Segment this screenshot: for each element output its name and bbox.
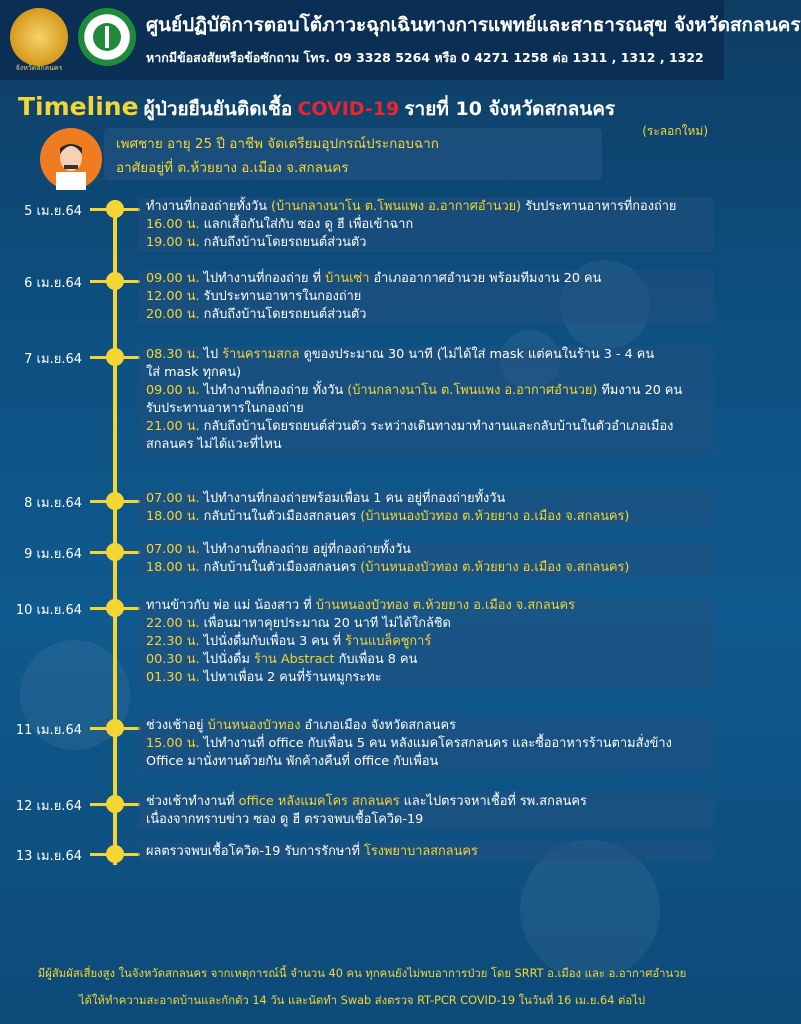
entry-date: 13 เม.ย.64 <box>15 849 82 864</box>
timeline-entry <box>138 346 714 454</box>
highlight-text: (บ้านหนองบัวทอง ต.ห้วยยาง อ.เมือง จ.สกลนคร) <box>360 560 630 575</box>
entry-line <box>138 753 714 771</box>
entry-line <box>138 216 714 234</box>
entry-line <box>138 418 714 436</box>
entry-text: ไปหาเพื่อน 2 คนที่ร้านหมูกระทะ <box>199 670 382 685</box>
entry-line <box>138 382 714 400</box>
entry-text: ช่วงเช้าทำงานที่ <box>146 794 239 809</box>
timeline-dot <box>106 543 124 561</box>
entry-text: กับเพื่อน 8 คน <box>334 652 418 667</box>
entry-date: 5 เม.ย.64 <box>24 204 82 219</box>
timeline-entry <box>138 843 714 861</box>
entry-text: กลับถึงบ้านโดยรถยนต์ส่วนตัว <box>199 235 367 250</box>
highlight-text: ร้านครามสกล <box>222 347 300 362</box>
highlight-text: 22.30 น. <box>146 634 200 649</box>
entry-date: 9 เม.ย.64 <box>24 547 82 562</box>
entry-line <box>138 270 714 288</box>
entry-text: ไปทำงานที่กองถ่าย อยู่ที่กองถ่ายทั้งวัน <box>199 542 411 557</box>
title-part1: ผู้ป่วยยืนยันติดเชื้อ <box>143 98 293 120</box>
entry-text: ไปทำงานที่ office กับเพื่อน 5 คน หลังแมคโครสกลนคร และซื้ออาหารร้านตามสั่งข้าง <box>199 736 672 751</box>
entry-text: กลับถึงบ้านโดยรถยนต์ส่วนตัว <box>199 307 367 322</box>
wave-label: (ระลอกใหม่) <box>642 124 708 138</box>
timeline-entry <box>138 793 714 829</box>
entry-line <box>138 234 714 252</box>
entry-text: ไปทำงานที่กองถ่าย ทั้งวัน <box>199 383 348 398</box>
footer-line1: มีผู้สัมผัสเสี่ยงสูง ในจังหวัดสกลนคร จากเหตุการณ์นี้ จำนวน 40 คน ทุกคนยังไม่พบอาการป่วย โดย SRRT อ.เมือง และ อ.อากาศอำนวย <box>37 967 687 980</box>
timeline-dot <box>106 492 124 510</box>
entry-text: ดูของประมาณ 30 นาที (ไม่ได้ใส่ mask แต่คนในร้าน 3 - 4 คน <box>299 347 655 362</box>
entry-line <box>138 843 714 861</box>
ministry-health-logo <box>78 8 136 66</box>
entry-text: อำเภออากาศอำนวย พร้อมทีมงาน 20 คน <box>369 271 602 286</box>
entry-line <box>138 288 714 306</box>
highlight-text: 01.30 น. <box>146 670 200 685</box>
entry-line <box>138 400 714 418</box>
entry-text: ใส่ mask ทุกคน) <box>146 365 242 380</box>
highlight-text: บ้านเซ่า <box>325 271 370 286</box>
entry-text: อำเภอเมือง จังหวัดสกลนคร <box>300 718 456 733</box>
highlight-text: โรงพยาบาลสกลนคร <box>363 844 478 859</box>
highlight-text: 18.00 น. <box>146 560 200 575</box>
page-title <box>18 92 615 124</box>
highlight-text: 18.00 น. <box>146 509 200 524</box>
entry-text: และไปตรวจหาเชื้อที่ รพ.สกลนคร <box>399 794 587 809</box>
highlight-text: office หลังแมคโคร สกลนคร <box>238 794 400 809</box>
entry-line <box>138 198 714 216</box>
entry-text: ผลตรวจพบเชื้อโควิด-19 รับการรักษาที่ <box>146 844 364 859</box>
entry-text: ไปนั่งดื่ม <box>199 652 254 667</box>
timeline-dot <box>106 719 124 737</box>
patient-info <box>104 128 602 180</box>
entry-line <box>138 735 714 753</box>
entry-line <box>138 615 714 633</box>
entry-text: ไปนั่งดื่มกับเพื่อน 3 คน ที่ <box>199 634 346 649</box>
entry-text: กลับบ้านในตัวเมืองสกลนคร <box>199 560 361 575</box>
timeline-dot <box>106 845 124 863</box>
footer-note <box>0 960 724 1014</box>
title-timeline: Timeline <box>18 92 139 121</box>
entry-text: ทานข้าวกับ พ่อ แม่ น้องสาว ที่ <box>146 598 316 613</box>
highlight-text: (บ้านกลางนาโน ต.โพนแพง อ.อากาศอำนวย) <box>347 383 598 398</box>
header-title: ศูนย์ปฏิบัติการตอบโต้ภาวะฉุกเฉินทางการแพทย์และสาธารณสุข จังหวัดสกลนคร <box>146 14 801 36</box>
highlight-text: 09.00 น. <box>146 383 200 398</box>
highlight-text: 20.00 น. <box>146 307 200 322</box>
timeline-entry <box>138 717 714 771</box>
highlight-text: 07.00 น. <box>146 491 200 506</box>
entry-line <box>138 633 714 651</box>
title-covid: COVID-19 <box>297 98 400 120</box>
entry-text: ช่วงเช้าอยู่ <box>146 718 208 733</box>
entry-text: Office มานั่งทานด้วยกัน พักค้างคืนที่ office กับเพื่อน <box>146 754 439 769</box>
highlight-text: 16.00 น. <box>146 217 200 232</box>
timeline-dot <box>106 200 124 218</box>
entry-line <box>138 364 714 382</box>
highlight-text: 19.00 น. <box>146 235 200 250</box>
highlight-text: (บ้านกลางนาโน ต.โพนแพง อ.อากาศอำนวย) <box>271 199 522 214</box>
entry-text: แลกเสื้อกันใส่กับ ซอง ดู ฮี เพื่อเข้าฉาก <box>199 217 414 232</box>
entry-text: รับประทานอาหารในกองถ่าย <box>199 289 362 304</box>
entry-line <box>138 306 714 324</box>
entry-date: 12 เม.ย.64 <box>15 799 82 814</box>
entry-text: ทีมงาน 20 คน <box>597 383 683 398</box>
highlight-text: บ้านหนองบัวทอง <box>207 718 301 733</box>
highlight-text: 09.00 น. <box>146 271 200 286</box>
timeline-entry <box>138 270 714 324</box>
entry-line <box>138 651 714 669</box>
entry-text: กลับถึงบ้านโดยรถยนต์ส่วนตัว ระหว่างเดินทางมาทำงานและกลับบ้านในตัวอำเภอเมือง <box>199 419 674 434</box>
entry-text: กลับบ้านในตัวเมืองสกลนคร <box>199 509 361 524</box>
entry-line <box>138 669 714 687</box>
timeline-entry <box>138 597 714 687</box>
highlight-text: ร้านแบล็คชูการ์ <box>345 634 432 649</box>
entry-text: เพื่อนมาหาคุยประมาณ 20 นาที ไม่ได้ใกล้ชิด <box>199 616 451 631</box>
highlight-text: 15.00 น. <box>146 736 200 751</box>
timeline-dot <box>106 272 124 290</box>
entry-line <box>138 811 714 829</box>
timeline-dot <box>106 599 124 617</box>
highlight-text: 07.00 น. <box>146 542 200 557</box>
entry-line <box>138 436 714 454</box>
province-seal-logo <box>10 8 68 66</box>
entry-text: เนื่องจากทราบข่าว ซอง ดู ฮี ตรวจพบเชื้อโควิด-19 <box>146 812 424 827</box>
header-contact: หากมีข้อสงสัยหรือข้อซักถาม โทร. 09 3328 5264 หรือ 0 4271 1258 ต่อ 1311 , 1312 , 1322 <box>146 50 704 65</box>
highlight-text: 08.30 น. <box>146 347 200 362</box>
entry-line <box>138 793 714 811</box>
entry-line <box>138 508 714 526</box>
entry-date: 7 เม.ย.64 <box>24 352 82 367</box>
highlight-text: 12.00 น. <box>146 289 200 304</box>
highlight-text: 22.00 น. <box>146 616 200 631</box>
highlight-text: (บ้านหนองบัวทอง ต.ห้วยยาง อ.เมือง จ.สกลนคร) <box>360 509 630 524</box>
entry-text: ไปทำงานที่กองถ่ายพร้อมเพื่อน 1 คน อยู่ที่กองถ่ายทั้งวัน <box>199 491 506 506</box>
patient-avatar-icon <box>40 128 102 190</box>
timeline-entry <box>138 541 714 577</box>
entry-line <box>138 559 714 577</box>
entry-line <box>138 346 714 364</box>
timeline-entry <box>138 198 714 252</box>
title-part2: รายที่ 10 จังหวัดสกลนคร <box>404 98 616 120</box>
highlight-text: 00.30 น. <box>146 652 200 667</box>
entry-line <box>138 717 714 735</box>
entry-line <box>138 597 714 615</box>
entry-date: 10 เม.ย.64 <box>15 603 82 618</box>
timeline-axis <box>113 200 117 865</box>
entry-text: ไป <box>199 347 223 362</box>
entry-text: ไปทำงานที่กองถ่าย ที่ <box>199 271 326 286</box>
entry-line <box>138 490 714 508</box>
entry-text: สกลนคร ไม่ได้แวะที่ไหน <box>146 437 282 452</box>
highlight-text: ร้าน Abstract <box>253 652 335 667</box>
entry-date: 6 เม.ย.64 <box>24 276 82 291</box>
timeline-dot <box>106 348 124 366</box>
timeline-dot <box>106 795 124 813</box>
highlight-text: บ้านหนองบัวทอง ต.ห้วยยาง อ.เมือง จ.สกลนคร <box>315 598 575 613</box>
header-bar <box>0 0 801 80</box>
entry-date: 11 เม.ย.64 <box>15 723 82 738</box>
entry-text: ทำงานที่กองถ่ายทั้งวัน <box>146 199 272 214</box>
logo-caption: จังหวัดสกลนคร <box>15 64 63 72</box>
timeline-entry <box>138 490 714 526</box>
highlight-text: 21.00 น. <box>146 419 200 434</box>
entry-text: รับประทานอาหารที่กองถ่าย <box>521 199 677 214</box>
entry-text: รับประทานอาหารในกองถ่าย <box>146 401 304 416</box>
footer-line2: ได้ให้ทำความสะอาดบ้านและกักตัว 14 วัน และนัดทำ Swab ส่งตรวจ RT-PCR COVID-19 ในวันที่ 16 เม.ย.64 ต่อไป <box>79 994 645 1007</box>
patient-line1: เพศชาย อายุ 25 ปี อาชีพ จัดเตรียมอุปกรณ์ประกอบฉาก <box>116 136 439 152</box>
virus-decoration <box>520 840 660 980</box>
entry-date: 8 เม.ย.64 <box>24 496 82 511</box>
entry-line <box>138 541 714 559</box>
patient-line2: อาศัยอยู่ที่ ต.ห้วยยาง อ.เมือง จ.สกลนคร <box>116 160 349 176</box>
